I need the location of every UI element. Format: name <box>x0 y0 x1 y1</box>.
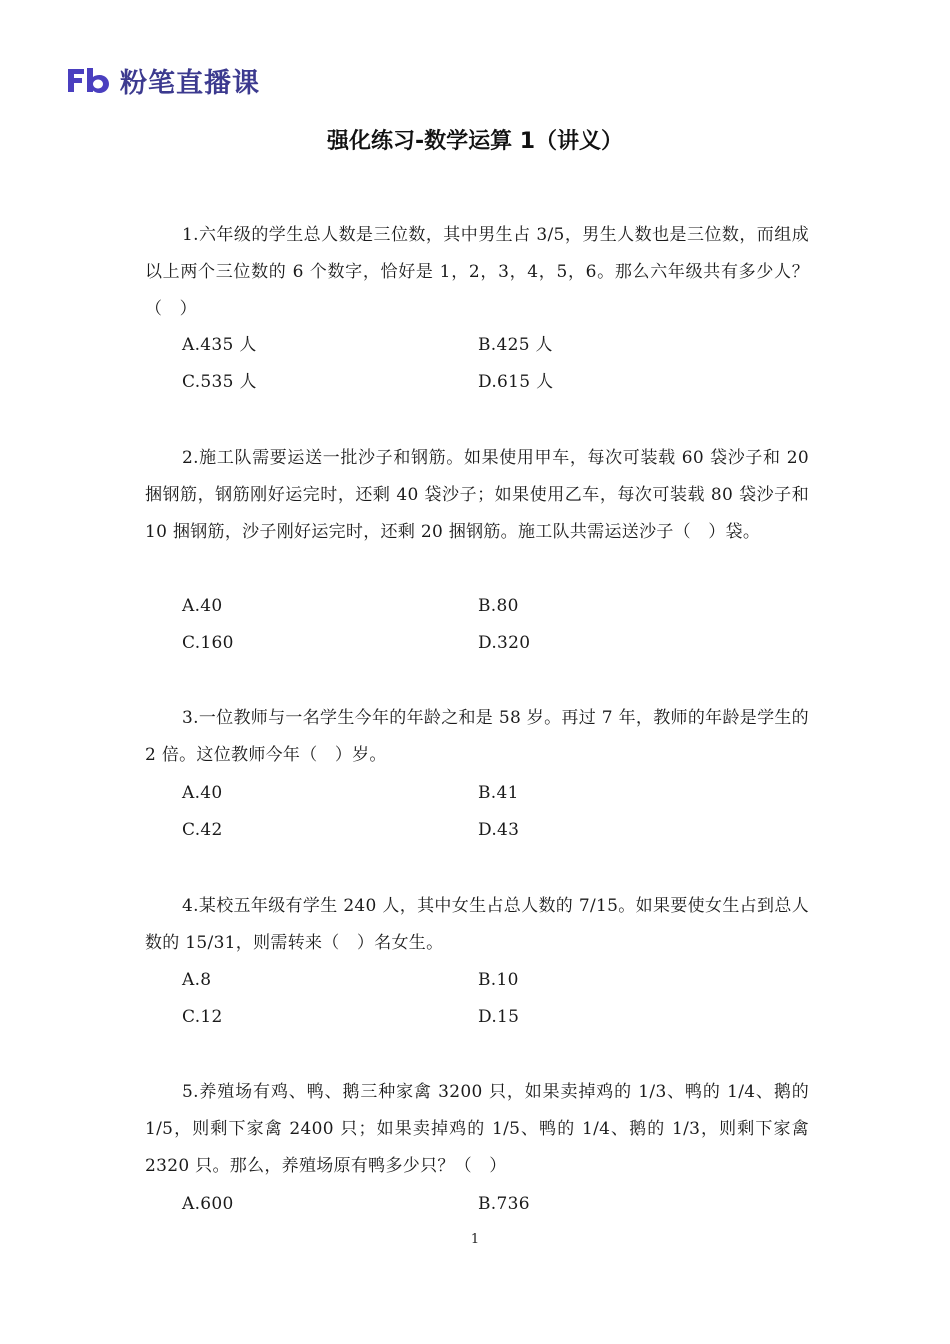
question-2-option-b: B.80 <box>478 596 519 616</box>
question-4-option-b: B.10 <box>478 970 519 990</box>
page-number: 1 <box>470 1232 480 1247</box>
question-4-text: 4.某校五年级有学生 240 人，其中女生占总人数的 7/15。如果要使女生占到总人数的 15/31，则需转来（ ）名女生。 <box>145 896 809 953</box>
question-3-option-c: C.42 <box>182 820 223 840</box>
question-5-option-a: A.600 <box>182 1194 234 1214</box>
question-5-option-b: B.736 <box>478 1194 530 1214</box>
question-4-option-d: D.15 <box>478 1007 520 1027</box>
fb-logo-icon <box>66 66 112 94</box>
question-4-option-a: A.8 <box>182 970 212 990</box>
question-1-text: 1.六年级的学生总人数是三位数，其中男生占 3/5，男生人数也是三位数，而组成以上两个三位数的 6 个数字，恰好是 1，2，3，4，5，6。那么六年级共有多少人？（ ） <box>145 225 809 319</box>
question-2-text: 2.施工队需要运送一批沙子和钢筋。如果使用甲车，每次可装载 60 袋沙子和 20 捆钢筋，钢筋刚好运完时，还剩 40 袋沙子；如果使用乙车，每次可装载 80 袋沙子和 10 捆钢筋，沙子刚好运完时，还剩 20 捆钢筋。施工队共需运送沙子（ ）袋。 <box>145 448 809 542</box>
question-2-option-c: C.160 <box>182 633 234 653</box>
question-3-option-d: D.43 <box>478 820 520 840</box>
document-title: 强化练习-数学运算 1（讲义） <box>326 129 624 154</box>
question-3-text: 3.一位教师与一名学生今年的年龄之和是 58 岁。再过 7 年，教师的年龄是学生的 2 倍。这位教师今年（ ）岁。 <box>145 708 809 765</box>
question-3-option-a: A.40 <box>182 783 223 803</box>
brand-name: 粉笔直播课 <box>120 67 260 99</box>
question-3-option-b: B.41 <box>478 783 519 803</box>
question-4-option-c: C.12 <box>182 1007 223 1027</box>
question-1-option-a: A.435 人 <box>182 335 257 355</box>
question-2-option-d: D.320 <box>478 633 531 653</box>
question-1-option-b: B.425 人 <box>478 335 553 355</box>
question-5-text: 5.养殖场有鸡、鸭、鹅三种家禽 3200 只，如果卖掉鸡的 1/3、鸭的 1/4、鹅的 1/5，则剩下家禽 2400 只；如果卖掉鸡的 1/5、鸭的 1/4、鹅的 1/3，则剩下家禽 2320 只。那么，养殖场原有鸭多少只？（ ） <box>145 1082 809 1176</box>
question-1-option-d: D.615 人 <box>478 372 554 392</box>
question-2-option-a: A.40 <box>182 596 223 616</box>
brand-logo <box>66 62 260 98</box>
question-1-option-c: C.535 人 <box>182 372 257 392</box>
